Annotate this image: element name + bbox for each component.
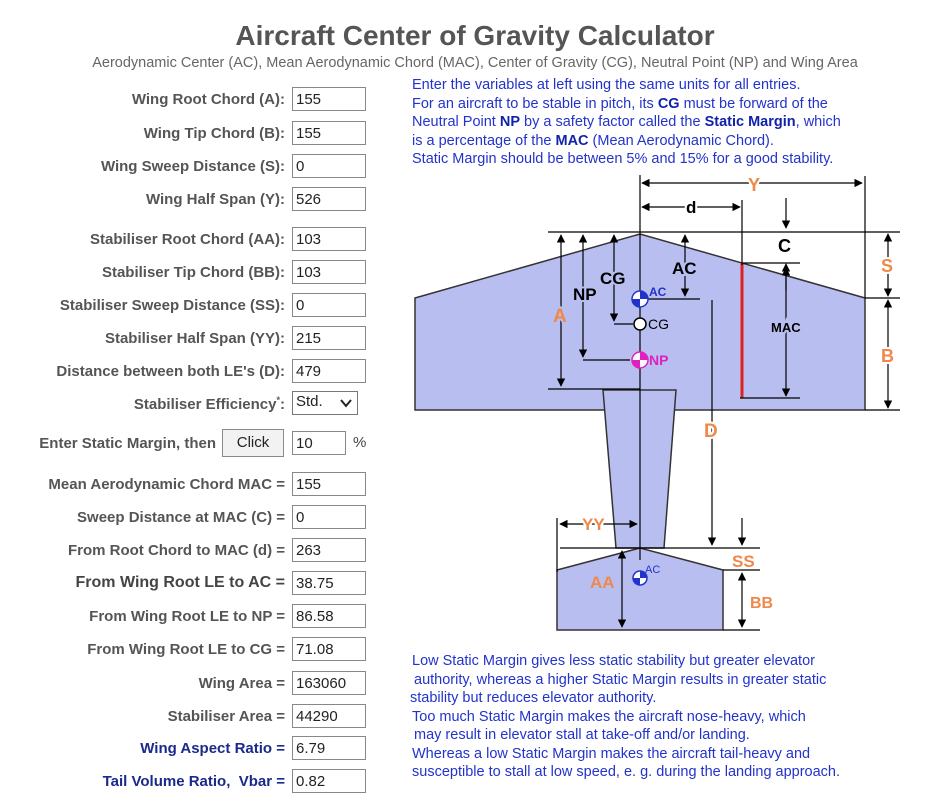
- info-line: For an aircraft to be stable in pitch, its CG must be forward of the: [412, 95, 828, 112]
- info-text-bottom: [410, 652, 840, 782]
- stab-half-span-label: Stabiliser Half Span (YY):: [104, 330, 285, 347]
- dim-label-mac: MAC: [771, 320, 801, 335]
- dim-label-a: A: [553, 306, 567, 327]
- static-margin-label: Enter Static Margin, then: [39, 435, 216, 452]
- row-le-to-ac: [0, 571, 380, 597]
- stab-sweep-input[interactable]: [292, 293, 366, 317]
- le-to-ac-output[interactable]: [292, 571, 366, 595]
- info-line: Enter the variables at left using the same units for all entries.: [412, 77, 801, 93]
- stab-tip-chord-label: Stabiliser Tip Chord (BB):: [101, 264, 285, 281]
- wing-root-chord-input[interactable]: [292, 87, 366, 111]
- sweep-at-mac-output[interactable]: [292, 505, 366, 529]
- dim-label-b: B: [881, 346, 894, 366]
- row-wing-sweep: [0, 154, 380, 180]
- row-tail-volume: [0, 769, 380, 795]
- row-root-to-mac: [0, 538, 380, 564]
- dim-label-aa: AA: [590, 573, 615, 592]
- row-aspect-ratio: [0, 736, 380, 762]
- row-wing-root-chord: [0, 87, 380, 113]
- stab-root-chord-label: Stabiliser Root Chord (AA):: [90, 231, 285, 248]
- ac-marker-icon: [632, 291, 648, 307]
- stab-area-label: Stabiliser Area =: [167, 708, 285, 725]
- row-sweep-at-mac: [0, 505, 380, 531]
- stab-area-output[interactable]: [292, 704, 366, 728]
- wing-tip-chord-label: Wing Tip Chord (B):: [143, 125, 285, 142]
- wing-area-label: Wing Area =: [198, 675, 285, 692]
- stab-efficiency-label: Stabiliser Efficiency*:: [133, 395, 285, 413]
- wing-root-chord-label: Wing Root Chord (A):: [131, 91, 285, 108]
- info-line: Low Static Margin gives less static stability but greater elevator: [412, 653, 815, 669]
- stab-root-chord-input[interactable]: [292, 227, 366, 251]
- row-wing-tip-chord: [0, 121, 380, 147]
- stab-tip-chord-input[interactable]: [292, 260, 366, 284]
- wing-half-span-label: Wing Half Span (Y):: [145, 191, 285, 208]
- sweep-at-mac-label: Sweep Distance at MAC (C) =: [77, 509, 285, 526]
- row-wing-half-span: [0, 187, 380, 213]
- le-to-ac-label: From Wing Root LE to AC =: [75, 574, 285, 591]
- row-stab-efficiency: [0, 391, 380, 417]
- stab-efficiency-select[interactable]: [292, 391, 358, 415]
- dim-label-y: Y: [748, 175, 761, 195]
- dim-label-ss: SS: [732, 552, 755, 571]
- tail-volume-output[interactable]: [292, 769, 366, 793]
- row-stab-root-chord: [0, 227, 380, 253]
- stabiliser-shape: [557, 548, 723, 630]
- info-line: susceptible to stall at low speed, e. g. during the landing approach.: [412, 764, 841, 780]
- ac-point-label: AC: [649, 285, 667, 299]
- dim-label-s: S: [881, 256, 894, 276]
- mac-output[interactable]: [292, 472, 366, 496]
- le-to-cg-output[interactable]: [292, 637, 366, 661]
- cg-marker-icon: [634, 318, 646, 330]
- info-line: stability but reduces elevator authority.: [410, 690, 657, 706]
- le-distance-input[interactable]: [292, 359, 366, 383]
- click-button[interactable]: Click: [222, 429, 284, 457]
- root-to-mac-output[interactable]: [292, 538, 366, 562]
- le-to-cg-label: From Wing Root LE to CG =: [87, 641, 285, 658]
- dim-label-ac: AC: [672, 259, 697, 278]
- root-to-mac-label: From Root Chord to MAC (d) =: [67, 542, 285, 559]
- aspect-ratio-output[interactable]: [292, 736, 366, 760]
- row-static-margin: [0, 431, 380, 457]
- le-to-np-output[interactable]: [292, 604, 366, 628]
- np-point-label: NP: [649, 352, 669, 368]
- le-to-np-label: From Wing Root LE to NP =: [89, 608, 285, 625]
- chevron-down-icon: [339, 396, 353, 410]
- le-distance-label: Distance between both LE's (D):: [56, 363, 285, 380]
- stab-sweep-label: Stabiliser Sweep Distance (SS):: [59, 297, 285, 314]
- row-stab-half-span: [0, 326, 380, 352]
- row-stab-area: [0, 704, 380, 730]
- dim-label-cg: CG: [600, 269, 626, 288]
- row-stab-sweep: [0, 293, 380, 319]
- dim-label-np: NP: [573, 285, 597, 304]
- row-stab-tip-chord: [0, 260, 380, 286]
- page-subtitle: Aerodynamic Center (AC), Mean Aerodynamic Chord (MAC), Center of Gravity (CG), Neutral Point (NP) and Wing Area: [92, 55, 858, 71]
- dim-label-yy: YY: [582, 515, 605, 534]
- row-wing-area: [0, 671, 380, 697]
- info-line: Static Margin should be between 5% and 15% for a good stability.: [412, 151, 834, 167]
- cg-point-label: CG: [648, 316, 669, 332]
- wing-sweep-label: Wing Sweep Distance (S):: [100, 158, 285, 175]
- info-line: Whereas a low Static Margin makes the aircraft tail-heavy and: [412, 745, 811, 762]
- stab-half-span-input[interactable]: [292, 326, 366, 350]
- row-le-to-cg: [0, 637, 380, 663]
- tail-ac-label: AC: [645, 564, 661, 576]
- wing-sweep-input[interactable]: [292, 154, 366, 178]
- row-le-to-np: [0, 604, 380, 630]
- info-line: is a percentage of the MAC (Mean Aerodynamic Chord).: [412, 132, 774, 149]
- dim-label-big-d: D: [704, 421, 718, 442]
- aircraft-diagram: [405, 170, 925, 640]
- row-mac: [0, 472, 380, 498]
- stab-efficiency-value: Std.: [296, 393, 323, 410]
- wing-half-span-input[interactable]: [292, 187, 366, 211]
- tail-volume-label: Tail Volume Ratio, Vbar =: [102, 773, 285, 790]
- static-margin-input[interactable]: [292, 431, 346, 455]
- row-le-distance: [0, 359, 380, 385]
- dim-label-bb: BB: [750, 595, 774, 612]
- dim-label-c: C: [778, 236, 791, 256]
- static-margin-unit: %: [353, 434, 367, 451]
- info-line: Too much Static Margin makes the aircraft nose-heavy, which: [412, 708, 806, 725]
- info-text-top: [412, 76, 841, 169]
- wing-area-output[interactable]: [292, 671, 366, 695]
- page-title: Aircraft Center of Gravity Calculator: [235, 20, 715, 51]
- dim-label-d: d: [686, 198, 697, 217]
- aspect-ratio-label: Wing Aspect Ratio =: [140, 740, 285, 757]
- wing-tip-chord-input[interactable]: [292, 121, 366, 145]
- info-line: authority, whereas a higher Static Margin results in greater static: [414, 671, 827, 688]
- np-marker-icon: [632, 352, 648, 368]
- info-line: may result in elevator stall at take-off and/or landing.: [414, 727, 750, 743]
- mac-label: Mean Aerodynamic Chord MAC =: [48, 476, 285, 493]
- info-line: Neutral Point NP by a safety factor called the Static Margin, which: [412, 114, 841, 130]
